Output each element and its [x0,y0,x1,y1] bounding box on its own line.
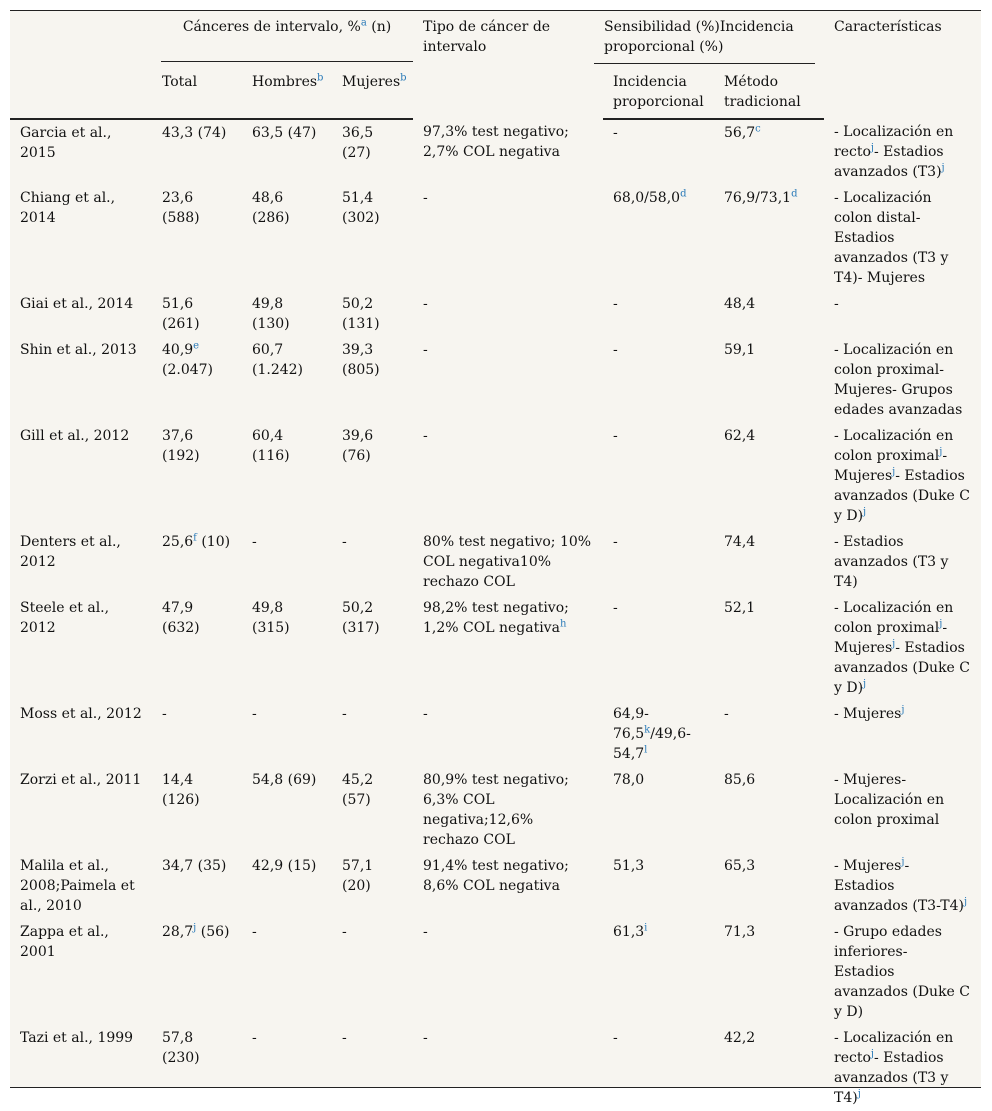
cell-hombres: 49,8 (130) [252,296,290,332]
cell-study: Gill et al., 2012 [20,428,130,444]
cell-mujeres: 50,2 (317) [342,600,380,636]
cell-tipo: - [423,1030,428,1046]
cell-caracteristicas: - Localización en colon proximal$^j$- Mujeres$^j$- Estadios avanzados (Duke C y D)$^j$ [834,428,971,524]
cell-metodo: 48,4 [724,296,756,312]
cell-study: Garcia et al., 2015 [20,125,112,161]
cell-mujeres: 39,3 (805) [342,342,380,378]
cell-mujeres: 45,2 (57) [342,772,374,808]
cell-study: Giai et al., 2014 [20,296,134,312]
cell-metodo: 85,6 [724,772,756,788]
cell-study: Zorzi et al., 2011 [20,772,142,788]
cell-caracteristicas: - Localización en recto$^j$- Estadios avanzados $(T3)^j$ [834,124,954,180]
cell-hombres: 54,8 (69) [252,772,317,788]
cell-tipo: 80,9% test negativo; 6,3% COL negativa;12,6% rechazo COL [423,772,569,848]
cell-total: 23,6 (588) [162,190,200,226]
cell-total: 47,9 (632) [162,600,200,636]
header-hombres: Hombres$^b$ [242,66,332,119]
cell-tipo: - [423,190,428,206]
cell-mujeres: - [342,706,347,722]
cell-metodo: 65,3 [724,858,756,874]
cell-incidencia: 51,3 [613,858,645,874]
cell-hombres: 49,8 (315) [252,600,290,636]
cell-metodo: 62,4 [724,428,756,444]
cell-incidencia: 78,0 [613,772,645,788]
cell-tipo: 97,3% test negativo; 2,7% COL negativa [423,124,569,160]
interval-cancer-table [10,11,981,1111]
cell-caracteristicas: - Localización colon distal- Estadios avanzados (T3 y T4)- Mujeres [834,190,949,286]
cell-mujeres: 50,2 (131) [342,296,380,332]
table-container [10,10,981,1106]
cell-mujeres: - [342,924,347,940]
cell-metodo: 56,7$^c$ [724,123,761,141]
header-sensibilidad: Sensibilidad (%)Incidencia proporcional (%) [603,11,824,66]
cell-caracteristicas: - Localización en colon proximal- Mujeres- Grupos edades avanzadas [834,342,963,418]
cell-caracteristicas: - Grupo edades inferiores- Estadios avanzados (Duke C y D) [834,924,971,1020]
cell-total: 28,7$^j$ (56) [162,922,230,940]
cell-tipo: - [423,706,428,722]
header-metodo: Método tradicional [714,66,824,119]
header-empty-2 [10,66,152,119]
cell-incidencia: - [613,125,618,141]
cell-metodo: 76,9/73,1$^d$ [724,188,798,206]
cell-hombres: - [252,924,257,940]
cell-caracteristicas: - Mujeres- Localización en colon proximal [834,772,945,828]
cell-study: Shin et al., 2013 [20,342,137,358]
cell-mujeres: 57,1 (20) [342,858,374,894]
cell-incidencia: - [613,1030,618,1046]
cell-study: Denters et al., 2012 [20,534,121,570]
cell-metodo: 74,4 [724,534,756,550]
cell-study: Steele et al., 2012 [20,600,110,636]
table-row [10,701,981,767]
cell-incidencia: 64,9-76,5$^k$/49,6-54,7$^l$ [613,706,691,762]
table-row [10,337,981,423]
table-row [10,595,981,701]
cell-incidencia: - [613,296,618,312]
cell-mujeres: 51,4 (302) [342,190,380,226]
cell-caracteristicas: - Mujeres$^j$ [834,704,905,722]
cell-hombres: - [252,706,257,722]
cell-mujeres: 36,5 (27) [342,125,374,161]
table-row [10,919,981,1025]
cell-incidencia: - [613,342,618,358]
cell-tipo: 98,2% test negativo; 1,2% COL negativa$^h$ [423,600,569,636]
cell-total: - [162,706,167,722]
table-row [10,529,981,595]
cell-total: 14,4 (126) [162,772,200,808]
cell-hombres: 48,6 (286) [252,190,290,226]
cell-tipo: 91,4% test negativo; 8,6% COL negativa [423,858,569,894]
cell-hombres: - [252,534,257,550]
cell-total: 25,6$^f$ (10) [162,532,231,550]
cell-metodo: 59,1 [724,342,756,358]
table-row [10,853,981,919]
cell-mujeres: 39,6 (76) [342,428,374,464]
cell-study: Zappa et al., 2001 [20,924,109,960]
cell-tipo: - [423,428,428,444]
header-caracteristicas: Características [834,19,942,35]
cell-study: Chiang et al., 2014 [20,190,116,226]
header-grp-intervalo: Cánceres de intervalo, %$^a$ (n) [152,11,413,66]
table-row [10,291,981,337]
cell-tipo: - [423,342,428,358]
cell-tipo: - [423,296,428,312]
cell-tipo: - [423,924,428,940]
cell-hombres: 60,4 (116) [252,428,290,464]
cell-incidencia: - [613,534,618,550]
cell-study: Moss et al., 2012 [20,706,142,722]
table-row [10,423,981,529]
cell-total: 57,8 (230) [162,1030,200,1066]
cell-mujeres: - [342,534,347,550]
cell-total: 43,3 (74) [162,125,227,141]
cell-caracteristicas: - Estadios avanzados (T3 y T4) [834,534,949,590]
cell-metodo: 71,3 [724,924,756,940]
cell-total: 51,6 (261) [162,296,200,332]
table-row [10,1025,981,1111]
cell-study: Tazi et al., 1999 [20,1030,134,1046]
cell-incidencia: - [613,600,618,616]
cell-metodo: - [724,706,729,722]
cell-caracteristicas: - Localización en colon proximal$^j$- Mujeres$^j$- Estadios avanzados (Duke C y D)$^j$ [834,600,971,696]
cell-total: 40,9e (2.047) [162,340,214,378]
cell-total: 37,6 (192) [162,428,200,464]
cell-caracteristicas: - Mujeres$^j$- Estadios avanzados $(T3-T4)^j$ [834,856,968,914]
cell-caracteristicas: - Localización en recto$^j$- Estadios avanzados (T3 y T4)$^j$ [834,1030,954,1106]
cell-incidencia: 61,3$^i$ [613,922,648,940]
header-tipo: Tipo de cáncer de intervalo [423,19,551,55]
cell-caracteristicas: - [834,296,839,312]
cell-tipo: 80% test negativo; 10% COL negativa10% rechazo COL [423,534,592,590]
header-incidencia: Incidencia proporcional [603,66,714,119]
cell-mujeres: - [342,1030,347,1046]
header-mujeres: Mujeres$^b$ [332,66,413,119]
cell-hombres: 60,7 (1.242) [252,342,304,378]
cell-hombres: 63,5 (47) [252,125,317,141]
cell-incidencia: - [613,428,618,444]
cell-hombres: - [252,1030,257,1046]
cell-metodo: 52,1 [724,600,756,616]
header-empty [10,11,152,66]
cell-incidencia: 68,0/58,0$^d$ [613,188,687,206]
header-total: Total [152,66,242,119]
cell-total: 34,7 (35) [162,858,227,874]
table-row [10,767,981,853]
cell-study: Malila et al., 2008;Paimela et al., 2010 [20,858,135,914]
cell-hombres: 42,9 (15) [252,858,317,874]
table-row [10,185,981,291]
table-row [10,119,981,185]
cell-metodo: 42,2 [724,1030,756,1046]
